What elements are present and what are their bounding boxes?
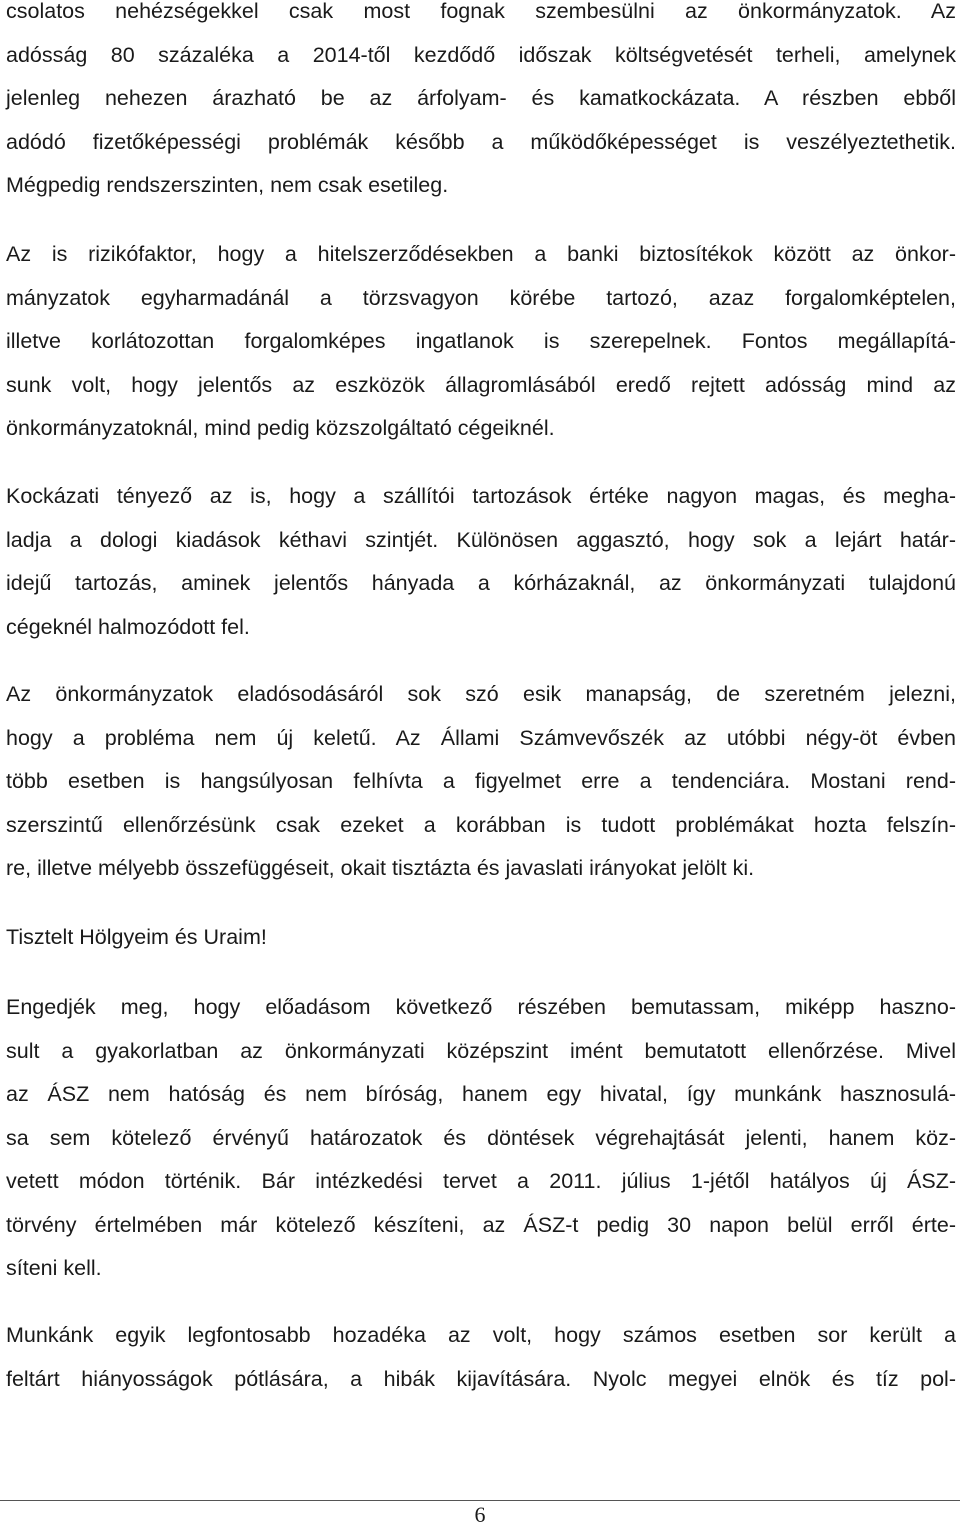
text-line: cégeknél halmozódott fel.	[6, 614, 250, 639]
text-line: mányzatok egyharmadánál a törzsvagyon körébe tartozó, azaz forgalomképtelen,	[6, 285, 956, 310]
text-line: az ÁSZ nem hatóság és nem bíróság, hanem egy hivatal, így munkánk hasznosulá-	[6, 1082, 956, 1106]
text-line: vetett módon történik. Bár intézkedési tervet a 2011. július 1-jétől hatályos új ÁSZ-	[6, 1169, 956, 1193]
text-line: több esetben is hangsúlyosan felhívta a figyelmet erre a tendenciára. Mostani rend-	[6, 769, 956, 793]
paragraph-1	[6, 0, 956, 208]
text-line: adósság 80 százaléka a 2014-től kezdődő időszak költségvetését terheli, amelynek	[6, 42, 956, 67]
footer-divider	[0, 1500, 960, 1501]
text-line: sa sem kötelező érvényű határozatok és döntések végrehajtását jelenti, hanem köz-	[6, 1125, 956, 1150]
text-line: Az is rizikófaktor, hogy a hitelszerződésekben a banki biztosítékok között az önkor-	[6, 242, 956, 266]
salutation	[6, 916, 956, 960]
text-line: Tisztelt Hölgyeim és Uraim!	[6, 925, 267, 949]
text-line: szerszintű ellenőrzésünk csak ezeket a korábban is tudott problémákat hozta felszín-	[6, 812, 956, 837]
text-line: idejű tartozás, aminek jelentős hányada a kórházaknál, az önkormányzati tulajdonú	[6, 571, 956, 595]
text-line: törvény értelmében már kötelező készíteni, az ÁSZ-t pedig 30 napon belül erről érte-	[6, 1212, 956, 1237]
text-line: ladja a dologi kiadások kéthavi szintjét. Különösen aggasztó, hogy sok a lejárt határ-	[6, 527, 956, 552]
text-line: Mégpedig rendszerszinten, nem csak esetileg.	[6, 173, 449, 197]
page-number: 6	[474, 1502, 486, 1527]
text-line: adódó fizetőképességi problémák később a működőképességet is veszélyeztethetik.	[6, 129, 956, 154]
text-line: jelenleg nehezen árazható be az árfolyam- és kamatkockázata. A részben ebből	[6, 86, 956, 110]
paragraph-4	[6, 673, 956, 891]
text-line: re, illetve mélyebb összefüggéseit, okait tisztázta és javaslati irányokat jelölt ki.	[6, 856, 755, 880]
text-line: illetve korlátozottan forgalomképes ingatlanok is szerepelnek. Fontos megállapítá-	[6, 329, 956, 353]
text-line: sult a gyakorlatban az önkormányzati középszint imént bemutatott ellenőrzése. Mivel	[6, 1038, 956, 1063]
paragraph-5	[6, 986, 956, 1291]
text-line: önkormányzatoknál, mind pedig közszolgáltató cégeiknél.	[6, 416, 555, 440]
text-line: Az önkormányzatok eladósodásáról sok szó esik manapság, de szeretném jelezni,	[6, 682, 956, 706]
paragraph-2	[6, 233, 956, 451]
text-line: sunk volt, hogy jelentős az eszközök állagromlásából eredő rejtett adósság mind az	[6, 372, 956, 397]
paragraph-6	[6, 1314, 956, 1401]
text-line: csolatos nehézségekkel csak most fognak szembesülni az önkormányzatok. Az	[6, 0, 956, 23]
text-line: hogy a probléma nem új keletű. Az Állami Számvevőszék az utóbbi négy-öt évben	[6, 725, 956, 750]
text-line: Engedjék meg, hogy előadásom következő részében bemutassam, miképp haszno-	[6, 995, 956, 1019]
text-line: Kockázati tényező az is, hogy a szállítói tartozások értéke nagyon magas, és megha-	[6, 484, 956, 508]
paragraph-3	[6, 475, 956, 649]
text-line: síteni kell.	[6, 1256, 102, 1280]
text-line: Munkánk egyik legfontosabb hozadéka az volt, hogy számos esetben sor került a	[6, 1323, 956, 1347]
text-line: feltárt hiányosságok pótlására, a hibák kijavítására. Nyolc megyei elnök és tíz pol-	[6, 1366, 956, 1391]
